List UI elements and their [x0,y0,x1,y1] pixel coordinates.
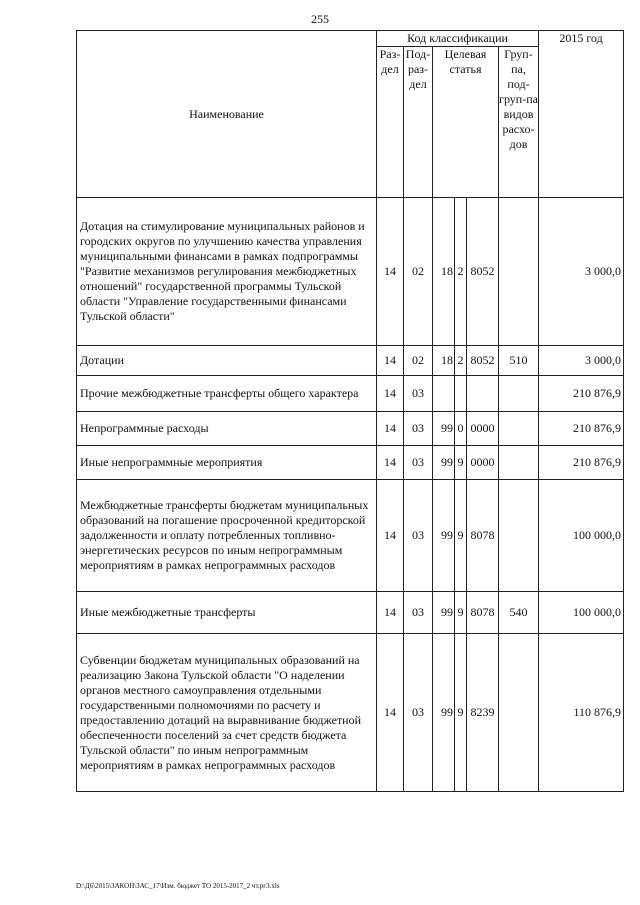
row-vid [499,446,539,480]
row-ts1: 99 [433,480,455,592]
row-ts2: 9 [455,480,467,592]
row-ts3: 8239 [467,634,499,792]
page-number: 255 [311,12,329,26]
row-ts1 [433,376,455,412]
row-vid [499,376,539,412]
row-ts3 [467,376,499,412]
row-name: Субвенции бюджетам муниципальных образований на реализацию Закона Тульской области "О наделении органов местного самоуправления отдельными государственными полномочиями по расчету и предоставлению дотаций на выравнивание бюджетной обеспеченности поселений за счет средств бюджета Тульской области" по иным непрограммным мероприятиям в рамках непрограммных расходов [77,634,377,792]
row-podrazdel: 03 [404,592,433,634]
row-value: 210 876,9 [539,376,624,412]
row-podrazdel: 02 [404,198,433,346]
row-vid [499,480,539,592]
header-gruppa: Груп-па, под-груп-па видов расхо-дов [499,47,539,198]
row-vid [499,198,539,346]
table-row [77,412,624,446]
row-ts2: 9 [455,634,467,792]
header-tselevaya: Целевая статья [433,47,499,198]
row-razdel: 14 [377,634,404,792]
row-ts3: 8052 [467,346,499,376]
row-razdel: 14 [377,592,404,634]
row-podrazdel: 03 [404,480,433,592]
row-name: Межбюджетные трансферты бюджетам муниципальных образований на погашение просроченной кредиторской задолженности и оплату потребленных топливно-энергетических ресурсов по иным непрограммным мероприятиям в рамках непрограммных расходов [77,480,377,592]
row-ts2: 9 [455,592,467,634]
table-row [77,198,624,346]
row-podrazdel: 03 [404,376,433,412]
row-ts1: 99 [433,412,455,446]
header-year: 2015 год [539,31,624,198]
row-ts2: 0 [455,412,467,446]
row-razdel: 14 [377,446,404,480]
table-row [77,376,624,412]
row-value: 3 000,0 [539,198,624,346]
row-name: Дотация на стимулирование муниципальных районов и городских округов по улучшению качества управления муниципальными финансами в рамках подпрограммы "Развитие механизмов регулирования межбюджетных отношений" государственной программы Тульской области "Управление государственными финансами Тульской области" [77,198,377,346]
row-value: 100 000,0 [539,592,624,634]
row-ts1: 99 [433,446,455,480]
header-podrazdel: Под-раз-дел [404,47,433,198]
row-value: 3 000,0 [539,346,624,376]
row-value: 210 876,9 [539,446,624,480]
row-razdel: 14 [377,376,404,412]
row-razdel: 14 [377,480,404,592]
row-razdel: 14 [377,412,404,446]
row-vid: 540 [499,592,539,634]
row-name: Непрограммные расходы [77,412,377,446]
table-row [77,446,624,480]
row-razdel: 14 [377,198,404,346]
row-ts1: 99 [433,634,455,792]
row-podrazdel: 02 [404,346,433,376]
row-name: Иные межбюджетные трансферты [77,592,377,634]
row-name: Прочие межбюджетные трансферты общего характера [77,376,377,412]
table-row [77,346,624,376]
row-ts2: 2 [455,346,467,376]
budget-table [76,30,624,792]
header-razdel: Раз-дел [377,47,404,198]
row-ts3: 0000 [467,412,499,446]
table-row [77,480,624,592]
row-vid [499,412,539,446]
row-value: 100 000,0 [539,480,624,592]
row-ts1: 18 [433,346,455,376]
footer-file-path: D:\Д6\2015\ЗАКОН\ЗАС_17\Изм. бюджет ТО 2015-2017_2 чт.рг3.xls [76,882,280,890]
row-podrazdel: 03 [404,446,433,480]
row-value: 110 876,9 [539,634,624,792]
row-ts2: 2 [455,198,467,346]
row-ts3: 8078 [467,592,499,634]
row-razdel: 14 [377,346,404,376]
row-ts1: 18 [433,198,455,346]
table-row [77,634,624,792]
row-ts2: 9 [455,446,467,480]
row-podrazdel: 03 [404,412,433,446]
row-ts3: 0000 [467,446,499,480]
row-podrazdel: 03 [404,634,433,792]
row-ts1: 99 [433,592,455,634]
row-ts3: 8078 [467,480,499,592]
row-vid: 510 [499,346,539,376]
table-row [77,592,624,634]
row-vid [499,634,539,792]
row-name: Иные непрограммные мероприятия [77,446,377,480]
header-name: Наименование [77,31,377,198]
row-value: 210 876,9 [539,412,624,446]
row-ts3: 8052 [467,198,499,346]
row-name: Дотации [77,346,377,376]
row-ts2 [455,376,467,412]
header-classification: Код классификации [377,31,539,47]
